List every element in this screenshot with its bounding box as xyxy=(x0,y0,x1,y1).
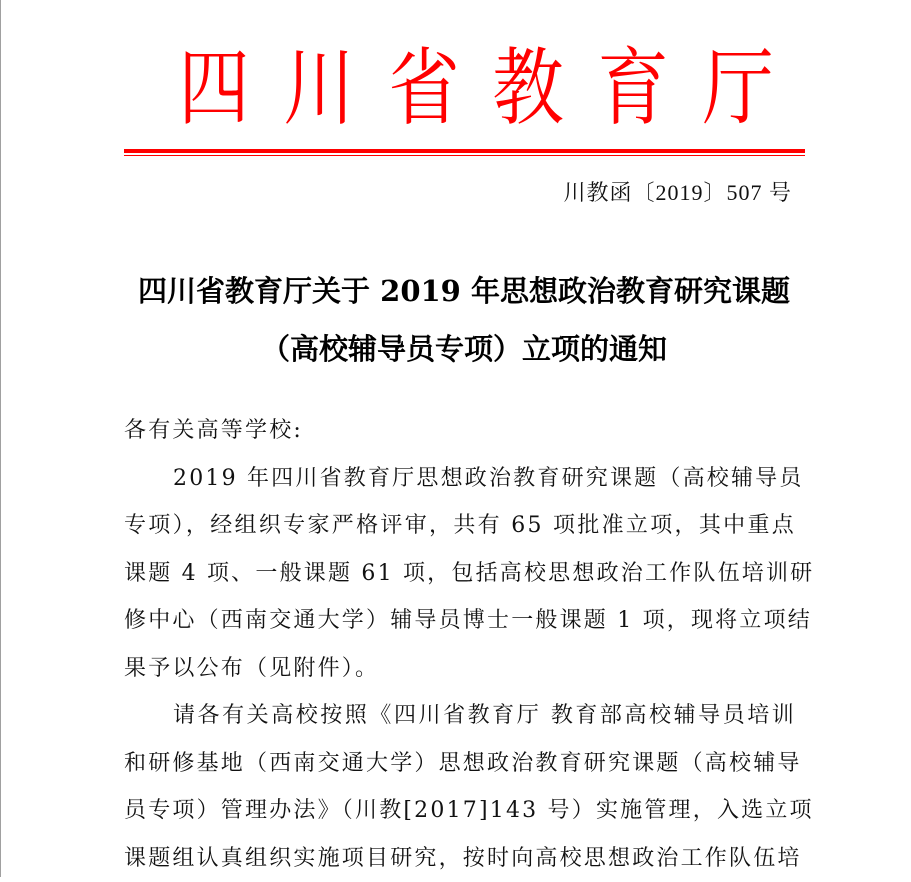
paragraph-line: 请各有关高校按照《四川省教育厅 教育部高校辅导员培训 xyxy=(124,692,796,740)
title-line-2: （高校辅导员专项）立项的通知 xyxy=(124,320,804,378)
masthead-char: 厅 xyxy=(702,44,763,136)
document-title xyxy=(124,262,804,378)
paragraph-line: 果予以公布（见附件）。 xyxy=(124,645,796,693)
paragraph-line: 修中心（西南交通大学）辅导员博士一般课题 1 项，现将立项结 xyxy=(124,597,796,645)
paragraph-line: 课题组认真组织实施项目研究，按时向高校思想政治工作队伍培 xyxy=(124,835,796,882)
paragraph-line: 课题 4 项、一般课题 61 项，包括高校思想政治工作队伍培训研 xyxy=(124,550,796,598)
salutation: 各有关高等学校: xyxy=(124,407,796,455)
paragraph-line: 专项），经组织专家严格评审，共有 65 项批准立项，其中重点 xyxy=(124,502,796,550)
title-line-1: 四川省教育厅关于 2019 年思想政治教育研究课题 xyxy=(124,262,804,320)
paragraph-2 xyxy=(124,692,796,882)
masthead-rule-thin xyxy=(124,155,805,156)
masthead-char: 育 xyxy=(598,44,659,136)
masthead-char: 省 xyxy=(388,44,449,136)
paragraph-line: 员专项）管理办法》（川教[2017]143 号）实施管理，入选立项 xyxy=(124,787,796,835)
masthead-rule-thick xyxy=(124,149,805,153)
document-number: 川教函〔2019〕507 号 xyxy=(563,178,792,208)
document-page xyxy=(1,0,911,877)
masthead-title xyxy=(151,40,791,140)
masthead-char: 教 xyxy=(493,44,554,136)
masthead-char: 川 xyxy=(283,44,344,136)
masthead-char: 四 xyxy=(178,44,239,136)
paragraph-line: 和研修基地（西南交通大学）思想政治教育研究课题（高校辅导 xyxy=(124,740,796,788)
paragraph-1 xyxy=(124,455,796,693)
paragraph-line: 2019 年四川省教育厅思想政治教育研究课题（高校辅导员 xyxy=(124,455,796,503)
document-body xyxy=(124,407,796,882)
